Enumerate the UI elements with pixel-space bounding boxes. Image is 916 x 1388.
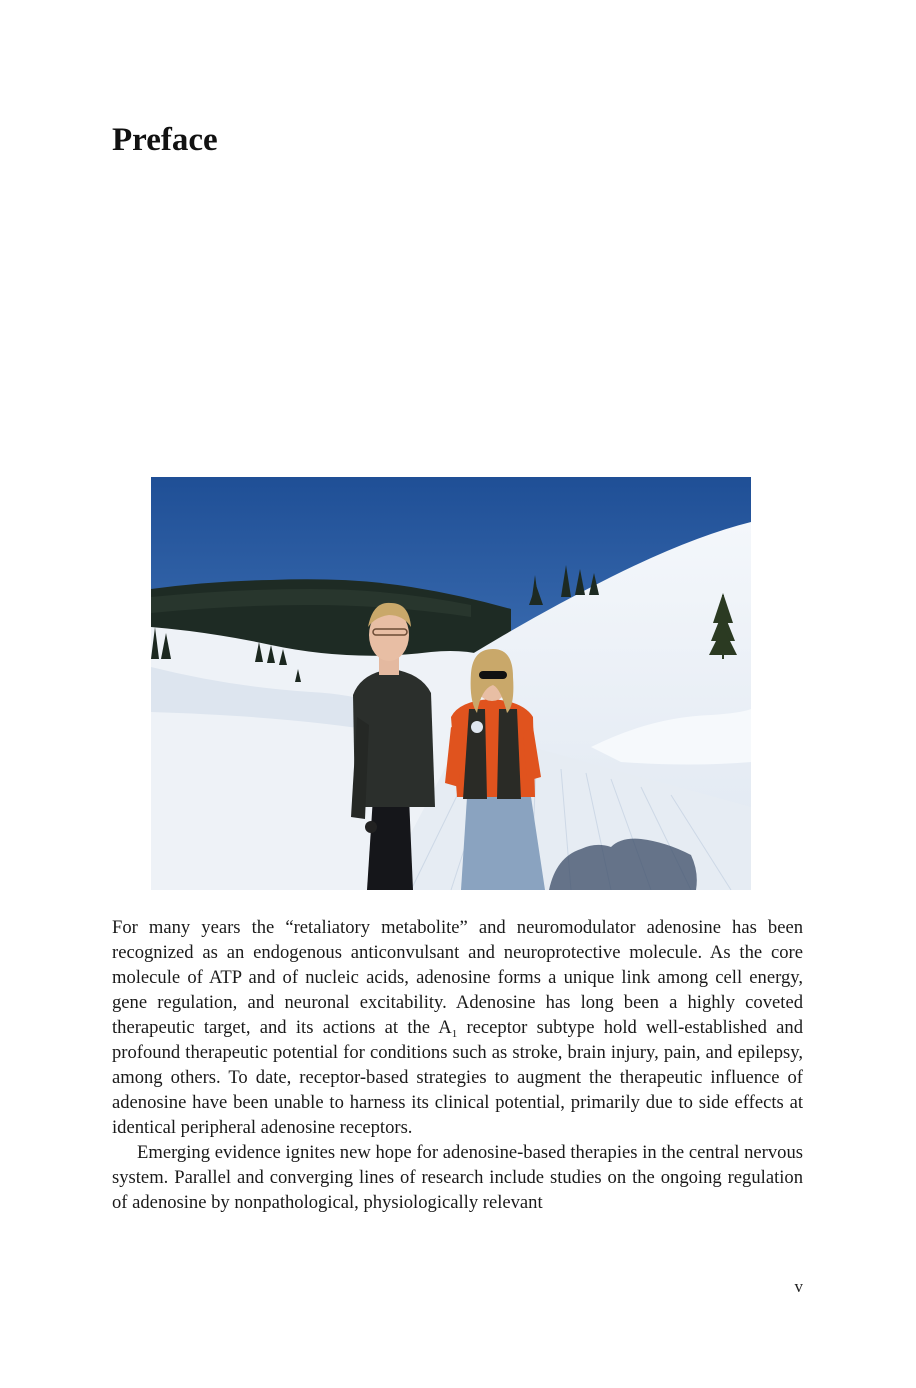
subscript-1: 1 <box>451 1028 458 1040</box>
page-number: v <box>794 1277 803 1296</box>
page-title: Preface <box>112 122 218 158</box>
paragraph-2: Emerging evidence ignites new hope for adenosine-based therapies in the central nervous system. Parallel and converging lines of research include studies on the ongoing regulation of adenosine by nonpathological, physiologically relevant <box>112 1142 803 1213</box>
preface-body <box>112 915 803 1215</box>
paragraph-1: For many years the “retaliatory metabolite” and neuromodulator adenosine has been recognized as an endogenous anticonvulsant and neuroprotective molecule. As the core molecule of ATP and of nucleic acids, adenosine forms a unique link among cell energy, gene regulation, and neuronal excitability. Adenosine has long been a highly coveted therapeutic target, and its actions at the $A_1$ receptor subtype hold well-established and profound therapeutic potential for conditions such as stroke, brain injury, pain, and epilepsy, among others. To date, receptor-based strategies to augment the therapeutic influence of adenosine have been unable to harness its clinical potential, primarily due to side effects at identical peripheral adenosine receptors. <box>112 917 803 1138</box>
photo-two-people-in-snow <box>151 477 751 890</box>
